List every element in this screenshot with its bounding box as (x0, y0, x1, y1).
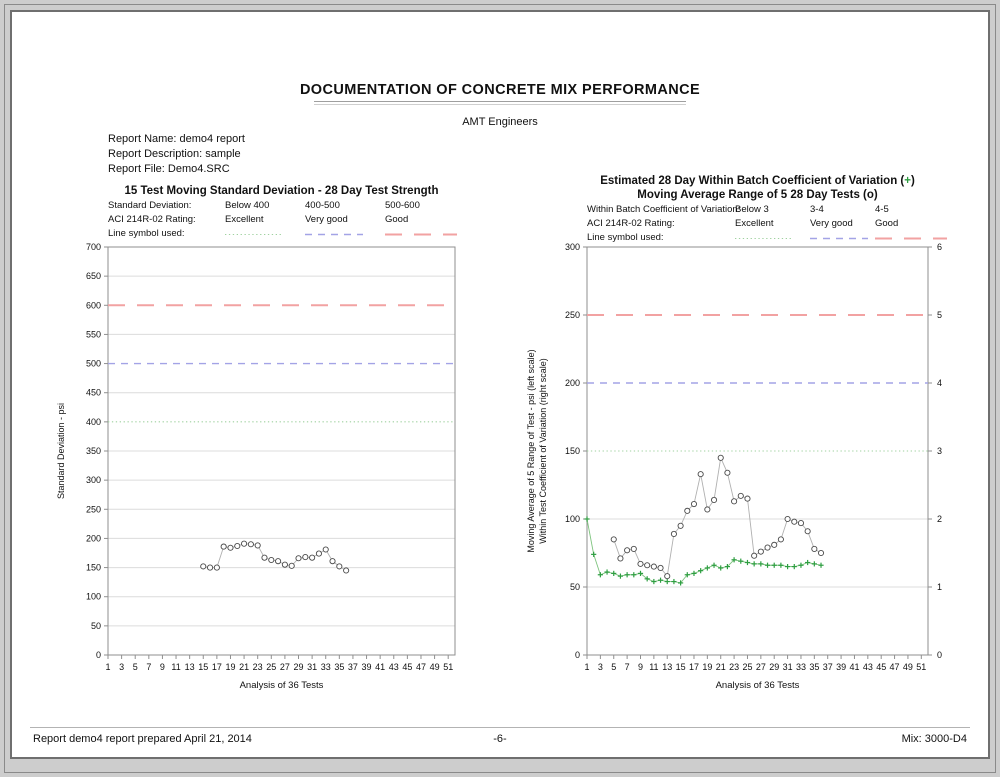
legend-value: Below 400 (225, 200, 270, 211)
svg-text:1: 1 (105, 662, 111, 672)
report-meta (108, 132, 245, 177)
svg-text:550: 550 (85, 329, 101, 340)
company-name: AMT Engineers (462, 116, 538, 128)
legend-value: Very good (305, 214, 348, 225)
legend-row-label: ACI 214R-02 Rating: (108, 214, 196, 225)
svg-text:300: 300 (85, 475, 101, 486)
svg-text:350: 350 (85, 446, 101, 456)
svg-text:3: 3 (597, 662, 603, 672)
svg-text:51: 51 (916, 662, 927, 672)
svg-text:0: 0 (95, 650, 101, 660)
svg-text:700: 700 (85, 242, 101, 252)
legend-row-label: Line symbol used: (108, 228, 185, 239)
title-underline (314, 101, 686, 105)
svg-text:500: 500 (85, 358, 101, 369)
svg-text:29: 29 (769, 662, 780, 672)
svg-text:29: 29 (293, 662, 304, 672)
svg-text:Analysis of 36 Tests: Analysis of 36 Tests (239, 680, 324, 691)
svg-text:45: 45 (402, 662, 413, 672)
left-chart-legend (108, 199, 470, 241)
svg-text:200: 200 (85, 533, 101, 544)
legend-value: Excellent (735, 218, 774, 229)
svg-text:35: 35 (334, 662, 345, 672)
svg-text:49: 49 (902, 662, 913, 672)
svg-text:250: 250 (85, 504, 101, 515)
legend-value: Below 3 (735, 204, 769, 215)
svg-text:15: 15 (675, 662, 686, 672)
footer-mix: Mix: 3000-D4 (901, 733, 967, 745)
svg-text:21: 21 (239, 662, 250, 672)
svg-text:3: 3 (119, 662, 125, 672)
svg-text:45: 45 (876, 662, 887, 672)
legend-row-label: ACI 214R-02 Rating: (587, 218, 675, 229)
svg-text:50: 50 (90, 620, 101, 631)
report-name-line: Report Name: demo4 report (108, 133, 245, 145)
svg-text:25: 25 (266, 662, 277, 672)
svg-text:400: 400 (85, 416, 101, 427)
right-chart-legend (587, 203, 957, 245)
svg-text:450: 450 (85, 387, 101, 398)
svg-text:37: 37 (347, 662, 358, 672)
svg-text:Standard Deviation - psi: Standard Deviation - psi (56, 402, 66, 500)
svg-text:6: 6 (937, 242, 943, 252)
report-description-line: Report Description: sample (108, 148, 241, 160)
svg-text:23: 23 (729, 662, 740, 672)
svg-text:27: 27 (279, 662, 290, 672)
svg-text:33: 33 (320, 662, 331, 672)
svg-text:11: 11 (649, 662, 659, 672)
svg-text:5: 5 (611, 662, 617, 672)
svg-text:1: 1 (937, 582, 943, 592)
svg-text:650: 650 (85, 271, 101, 282)
svg-text:13: 13 (662, 662, 673, 672)
svg-text:150: 150 (564, 446, 580, 456)
svg-text:250: 250 (564, 310, 580, 320)
line-symbol-swatch (305, 227, 385, 241)
right-chart-title-line1 (525, 175, 990, 187)
svg-text:15: 15 (198, 662, 209, 672)
right-chart-title-line2: Moving Average Range of 5 28 Day Tests (o) (637, 189, 878, 201)
svg-text:31: 31 (307, 662, 318, 672)
svg-text:43: 43 (388, 662, 399, 672)
svg-text:39: 39 (836, 662, 847, 672)
svg-text:4: 4 (937, 378, 943, 388)
svg-text:19: 19 (225, 662, 236, 672)
svg-text:100: 100 (85, 591, 101, 602)
svg-text:23: 23 (252, 662, 263, 672)
svg-text:51: 51 (443, 662, 454, 672)
footer-page-number: -6- (493, 733, 507, 745)
svg-text:0: 0 (937, 650, 943, 660)
svg-text:43: 43 (862, 662, 873, 672)
svg-text:Moving Average of 5 Range of T: Moving Average of 5 Range of Test - psi (left scale) (526, 349, 536, 553)
left-chart (40, 240, 510, 705)
svg-text:31: 31 (782, 662, 793, 672)
svg-text:47: 47 (889, 662, 900, 672)
svg-text:19: 19 (702, 662, 713, 672)
svg-text:2: 2 (937, 514, 943, 524)
svg-text:150: 150 (85, 562, 101, 573)
svg-text:9: 9 (159, 662, 165, 672)
left-chart-title: 15 Test Moving Standard Deviation - 28 Day Test Strength (124, 185, 439, 197)
svg-text:7: 7 (624, 662, 630, 672)
svg-text:49: 49 (429, 662, 440, 672)
line-symbol-swatch (385, 227, 470, 241)
svg-text:Analysis of 36 Tests: Analysis of 36 Tests (715, 680, 800, 691)
svg-text:17: 17 (211, 662, 222, 672)
svg-text:3: 3 (937, 446, 943, 456)
svg-text:35: 35 (809, 662, 820, 672)
legend-value: Good (875, 218, 899, 229)
plus-symbol: + (904, 175, 911, 187)
legend-value: 400-500 (305, 200, 340, 211)
right-chart (520, 240, 1000, 705)
footer-left: Report demo4 report prepared April 21, 2014 (33, 733, 252, 745)
report-title: DOCUMENTATION OF CONCRETE MIX PERFORMANCE (299, 82, 701, 98)
svg-text:17: 17 (688, 662, 699, 672)
legend-value: 4-5 (875, 204, 889, 215)
legend-value: 500-600 (385, 200, 420, 211)
svg-text:100: 100 (564, 514, 580, 524)
legend-value: Very good (810, 218, 853, 229)
svg-text:1: 1 (584, 662, 590, 672)
svg-text:300: 300 (564, 242, 580, 252)
svg-text:5: 5 (937, 310, 943, 320)
svg-text:0: 0 (574, 650, 580, 660)
svg-text:13: 13 (184, 662, 195, 672)
svg-text:Within Test Coefficient of Var: Within Test Coefficient of Variation (right scale) (538, 358, 548, 544)
svg-text:9: 9 (637, 662, 643, 672)
right-chart-title-prefix: Estimated 28 Day Within Batch Coefficient of Variation ( (600, 175, 905, 187)
legend-value: 3-4 (810, 204, 824, 215)
svg-text:50: 50 (569, 582, 580, 592)
report-file-line: Report File: Demo4.SRC (108, 163, 230, 175)
svg-text:33: 33 (795, 662, 806, 672)
legend-row-label: Line symbol used: (587, 232, 664, 243)
line-symbol-swatch (225, 227, 305, 241)
svg-text:5: 5 (132, 662, 138, 672)
svg-text:37: 37 (822, 662, 833, 672)
legend-row-label: Standard Deviation: (108, 200, 192, 211)
svg-text:27: 27 (755, 662, 766, 672)
svg-text:25: 25 (742, 662, 753, 672)
svg-text:600: 600 (85, 300, 101, 311)
svg-text:11: 11 (171, 662, 181, 672)
svg-text:7: 7 (146, 662, 152, 672)
svg-text:21: 21 (715, 662, 726, 672)
legend-value: Excellent (225, 214, 264, 225)
right-chart-title-suffix: ) (910, 175, 915, 187)
svg-text:47: 47 (415, 662, 426, 672)
legend-row-label: Within Batch Coefficient of Variation: (587, 204, 741, 215)
svg-text:39: 39 (361, 662, 372, 672)
svg-text:200: 200 (564, 378, 580, 388)
footer-rule (30, 727, 970, 728)
legend-value: Good (385, 214, 409, 225)
svg-text:41: 41 (375, 662, 386, 672)
svg-text:41: 41 (849, 662, 860, 672)
